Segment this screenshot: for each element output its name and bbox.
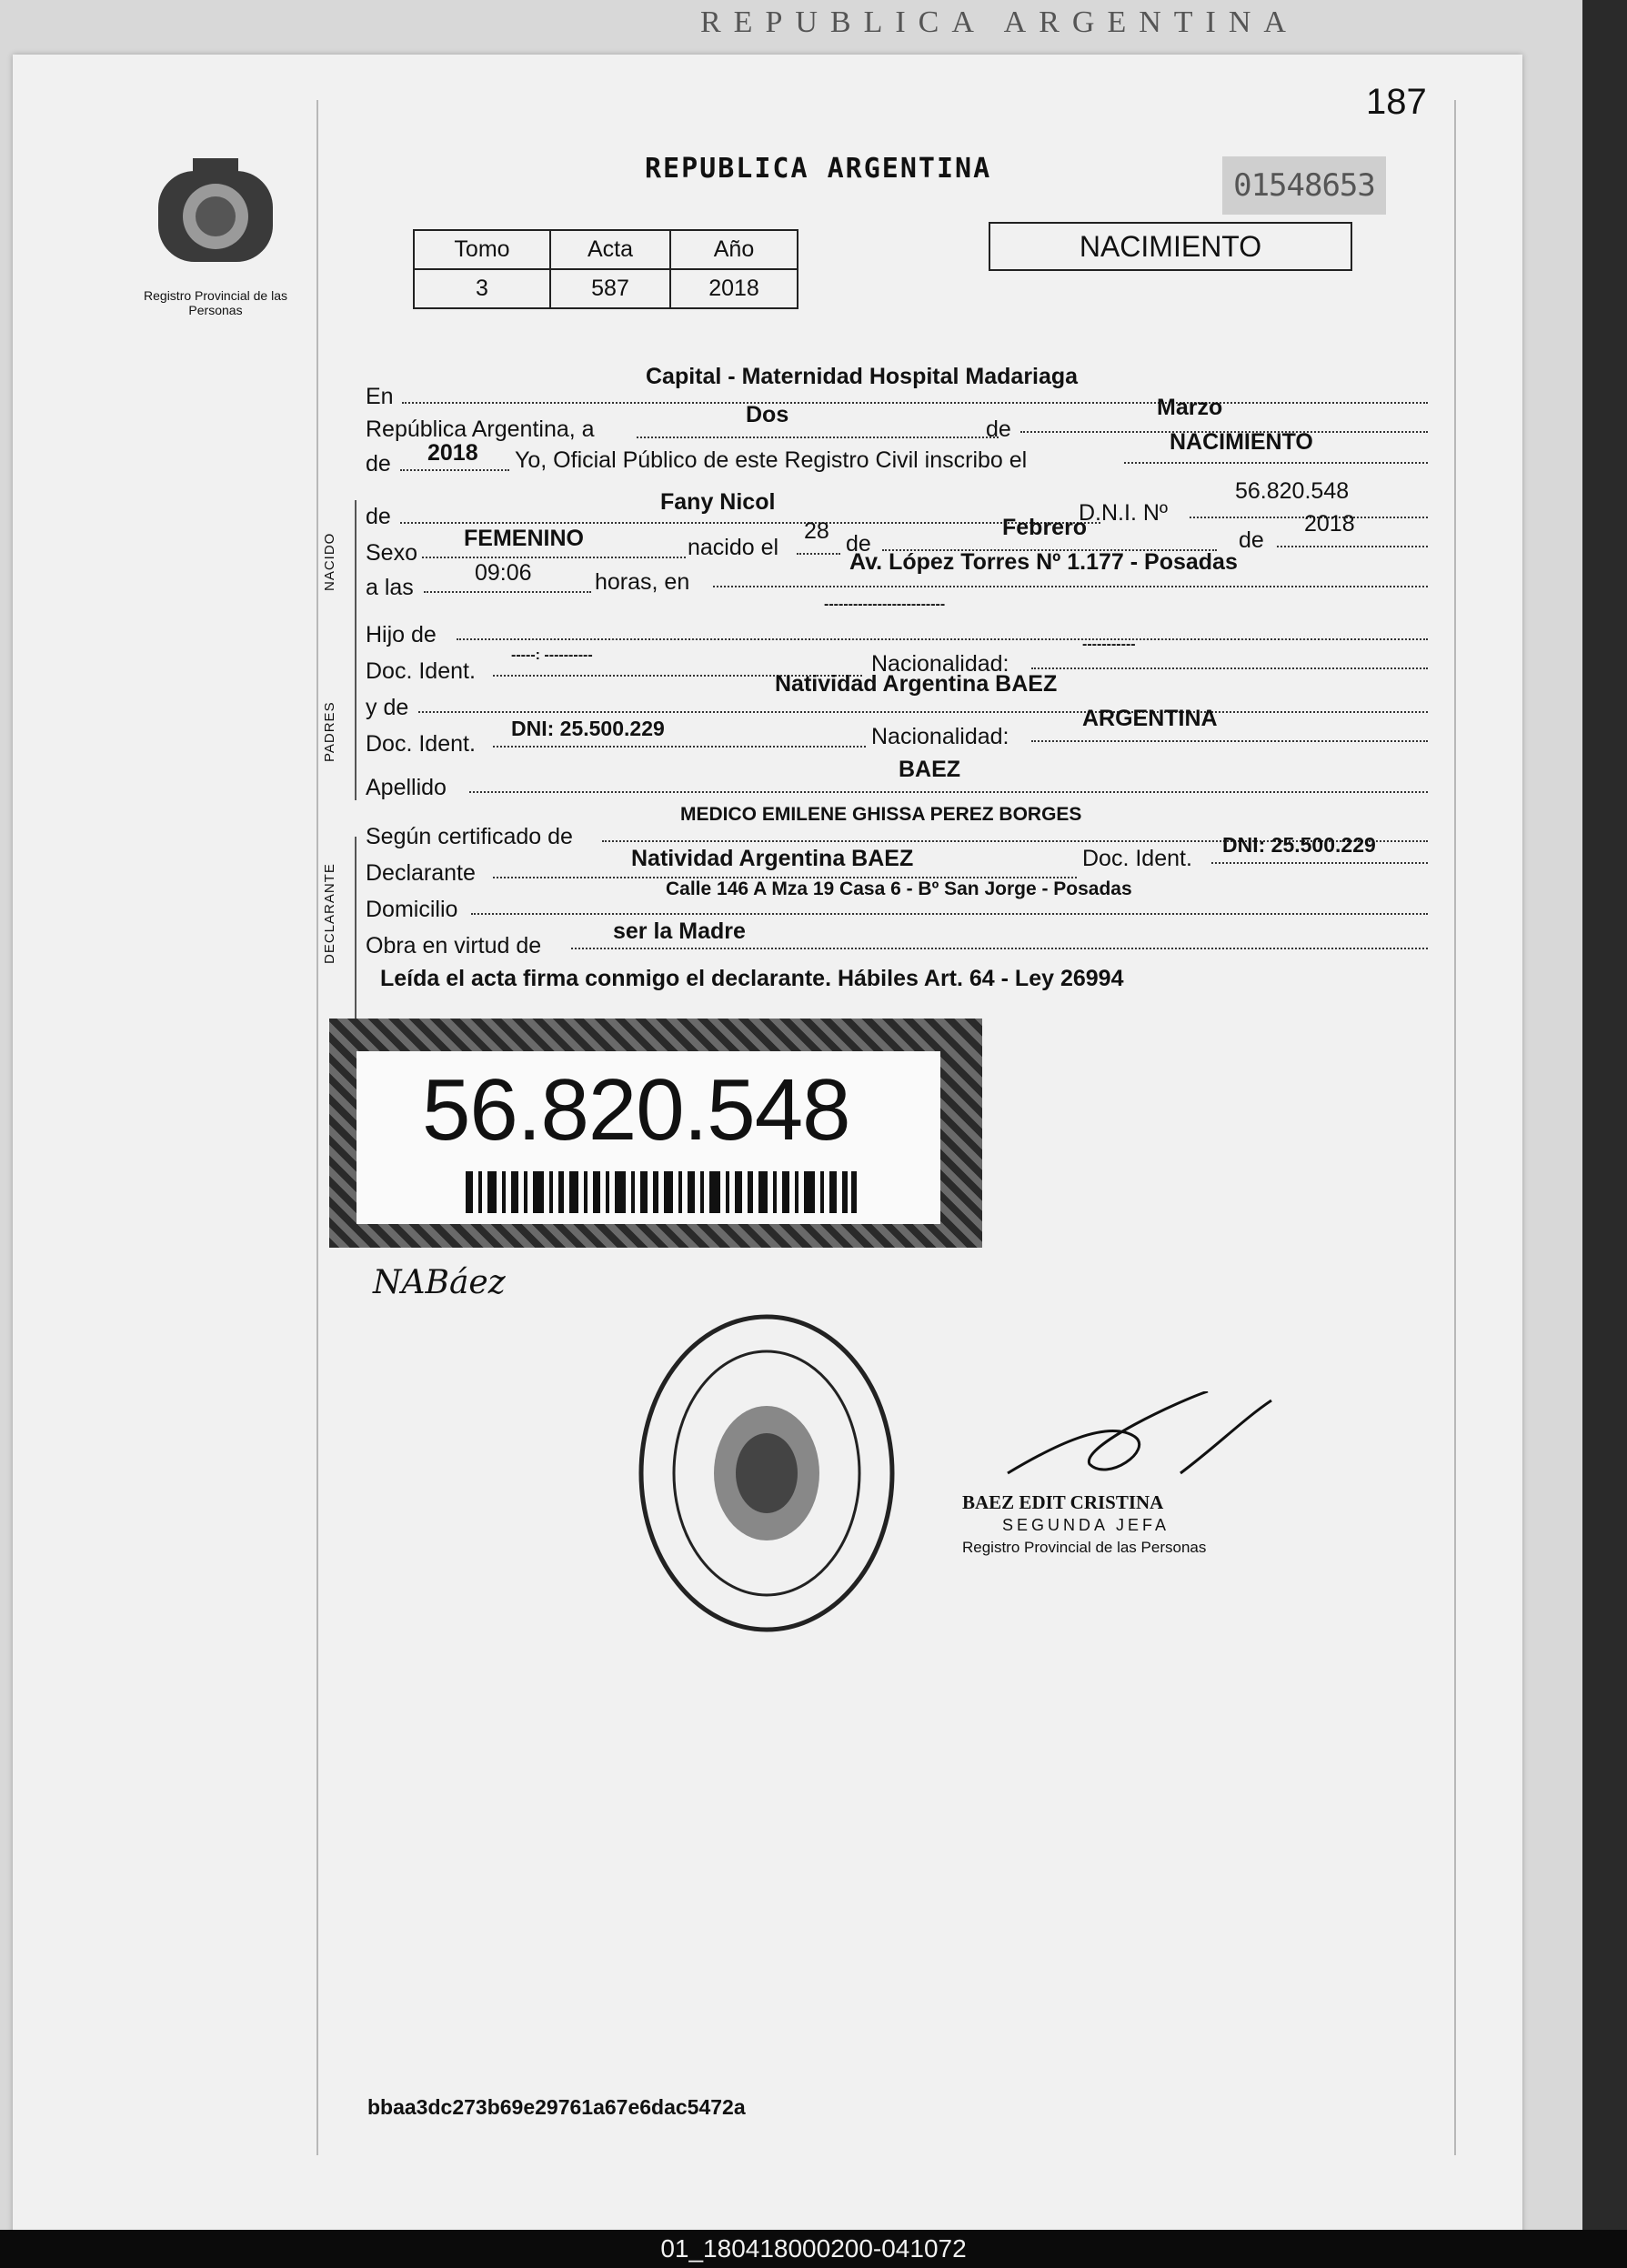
- birth-day-value: 28: [804, 518, 829, 544]
- dotted-line: [418, 711, 1428, 713]
- republica-label: República Argentina, a: [366, 416, 595, 442]
- place-value: Capital - Maternidad Hospital Madariaga: [646, 364, 1079, 389]
- birth-month-value: Febrero: [1002, 515, 1088, 540]
- dotted-line: [1277, 546, 1428, 547]
- nacido-bracket: [355, 500, 357, 655]
- dotted-line: [637, 437, 999, 438]
- dotted-line: [400, 469, 509, 471]
- dotted-line: [422, 557, 686, 558]
- registry-caption: Registro Provincial de las Personas: [144, 288, 287, 317]
- dotted-line: [571, 948, 1428, 949]
- dotted-line: [457, 638, 1428, 640]
- declarante-label: Declarante: [366, 860, 476, 886]
- back-header: REPUBLICA ARGENTINA: [700, 5, 1299, 39]
- nacido-side-label: NACIDO: [322, 532, 337, 591]
- signatory-org: Registro Provincial de las Personas: [962, 1539, 1207, 1556]
- dni-label: D.N.I. Nº: [1079, 500, 1169, 526]
- document-hash: bbaa3dc273b69e29761a67e6dac5472a: [367, 2095, 746, 2119]
- child-dni-value: 56.820.548: [1235, 478, 1350, 504]
- footer-id: 01_180418000200-041072: [0, 2230, 1627, 2268]
- dotted-line: [424, 591, 591, 593]
- sex-value: FEMENINO: [464, 526, 584, 551]
- anio-header: Año: [670, 230, 798, 269]
- y-de-label: y de: [366, 695, 409, 720]
- record-table: [413, 229, 798, 309]
- apellido-label: Apellido: [366, 775, 447, 800]
- barcode-icon: [466, 1171, 857, 1213]
- hijo-de-label: Hijo de: [366, 622, 437, 647]
- tomo-value: 3: [414, 269, 550, 308]
- certificado-label: Según certificado de: [366, 824, 573, 849]
- dotted-line: [400, 522, 1100, 524]
- left-margin-line: [316, 100, 318, 2155]
- nacionalidad-label-2: Nacionalidad:: [871, 724, 1009, 749]
- birth-time-value: 09:06: [475, 560, 532, 586]
- official-stamp-icon: [635, 1310, 899, 1637]
- nacionalidad-label: Nacionalidad:: [871, 651, 1009, 677]
- signatory-role: SEGUNDA JEFA: [1002, 1516, 1170, 1534]
- de-label-5: de: [1239, 527, 1264, 553]
- declarante-side-label: DECLARANTE: [322, 863, 337, 964]
- horas-label: horas, en: [595, 569, 690, 595]
- birth-place-value: Av. López Torres Nº 1.177 - Posadas: [849, 549, 1238, 575]
- address-value: Calle 146 A Mza 19 Casa 6 - Bº San Jorge - Posadas: [666, 878, 1132, 899]
- de-label-4: de: [846, 531, 871, 557]
- event-type-box: NACIMIENTO: [989, 222, 1352, 271]
- doc-ident-label: Doc. Ident.: [366, 658, 476, 684]
- closing-statement: Leída el acta firma conmigo el declarante. Hábiles Art. 64 - Ley 26994: [380, 966, 1124, 991]
- dni-sticker-number: 56.820.548: [422, 1061, 850, 1159]
- declarant-value: Natividad Argentina BAEZ: [631, 846, 914, 871]
- padres-bracket: [355, 655, 357, 800]
- doc-ident-label-2: Doc. Ident.: [366, 731, 476, 757]
- nacido-el-label: nacido el: [688, 535, 779, 560]
- handwritten-signature: NABáez: [373, 1264, 506, 1301]
- mother-nationality-value: ARGENTINA: [1082, 706, 1218, 731]
- certificate-value: MEDICO EMILENE GHISSA PEREZ BORGES: [680, 804, 1082, 825]
- acta-value: 587: [550, 269, 670, 308]
- child-name-value: Fany Nicol: [660, 489, 776, 515]
- dotted-line: [402, 402, 1428, 404]
- dotted-line: [471, 913, 1428, 915]
- sexo-label: Sexo: [366, 540, 417, 566]
- dotted-line: [713, 586, 1428, 587]
- domicilio-label: Domicilio: [366, 897, 458, 922]
- signature-block: [962, 1391, 1308, 1557]
- document-title: REPUBLICA ARGENTINA: [645, 153, 992, 185]
- serial-number: 01548653: [1222, 156, 1386, 215]
- declarante-bracket: [355, 837, 357, 1019]
- father-doc-value: -----: ----------: [511, 647, 593, 663]
- dotted-line: [1031, 740, 1428, 742]
- month-value: Marzo: [1157, 395, 1223, 420]
- dotted-line: [1211, 862, 1428, 864]
- dotted-line: [1031, 667, 1428, 669]
- official-text: Yo, Oficial Público de este Registro Civil inscribo el: [515, 447, 1028, 473]
- obra-label: Obra en virtud de: [366, 933, 542, 958]
- right-margin-line: [1454, 100, 1456, 2155]
- dni-sticker: [329, 1019, 982, 1248]
- birth-year-value: 2018: [1304, 511, 1355, 537]
- surname-value: BAEZ: [899, 757, 961, 782]
- tomo-header: Tomo: [414, 230, 550, 269]
- province-seal: [138, 153, 293, 317]
- father-nationality-value: -----------: [1082, 637, 1136, 652]
- de-label: de: [986, 416, 1011, 442]
- signatory-name: BAEZ EDIT CRISTINA: [962, 1491, 1164, 1513]
- a-las-label: a las: [366, 575, 414, 600]
- capacity-value: ser la Madre: [613, 918, 746, 944]
- mother-doc-value: DNI: 25.500.229: [511, 717, 665, 740]
- signature-scribble-icon: [999, 1391, 1290, 1491]
- dotted-line: [797, 553, 840, 555]
- declarant-doc-value: DNI: 25.500.229: [1222, 833, 1376, 857]
- folio-number: 187: [1366, 82, 1427, 122]
- dni-sticker-inner: [357, 1051, 940, 1224]
- en-label: En: [366, 384, 394, 409]
- dotted-line: [1124, 462, 1428, 464]
- birth-certificate-page: [13, 55, 1522, 2237]
- day-value: Dos: [746, 402, 789, 427]
- padres-side-label: PADRES: [322, 701, 337, 762]
- anio-value: 2018: [670, 269, 798, 308]
- de-label-2: de: [366, 451, 391, 477]
- father-name-value: -------------------------: [824, 597, 946, 612]
- inscribed-event-value: NACIMIENTO: [1170, 429, 1313, 455]
- mother-name-value: Natividad Argentina BAEZ: [775, 671, 1058, 697]
- acta-header: Acta: [550, 230, 670, 269]
- doc-ident-label-3: Doc. Ident.: [1082, 846, 1192, 871]
- dotted-line: [493, 746, 866, 748]
- year-value: 2018: [427, 440, 478, 466]
- dotted-line: [469, 791, 1428, 793]
- de-label-3: de: [366, 504, 391, 529]
- coat-of-arms-icon: [138, 153, 293, 280]
